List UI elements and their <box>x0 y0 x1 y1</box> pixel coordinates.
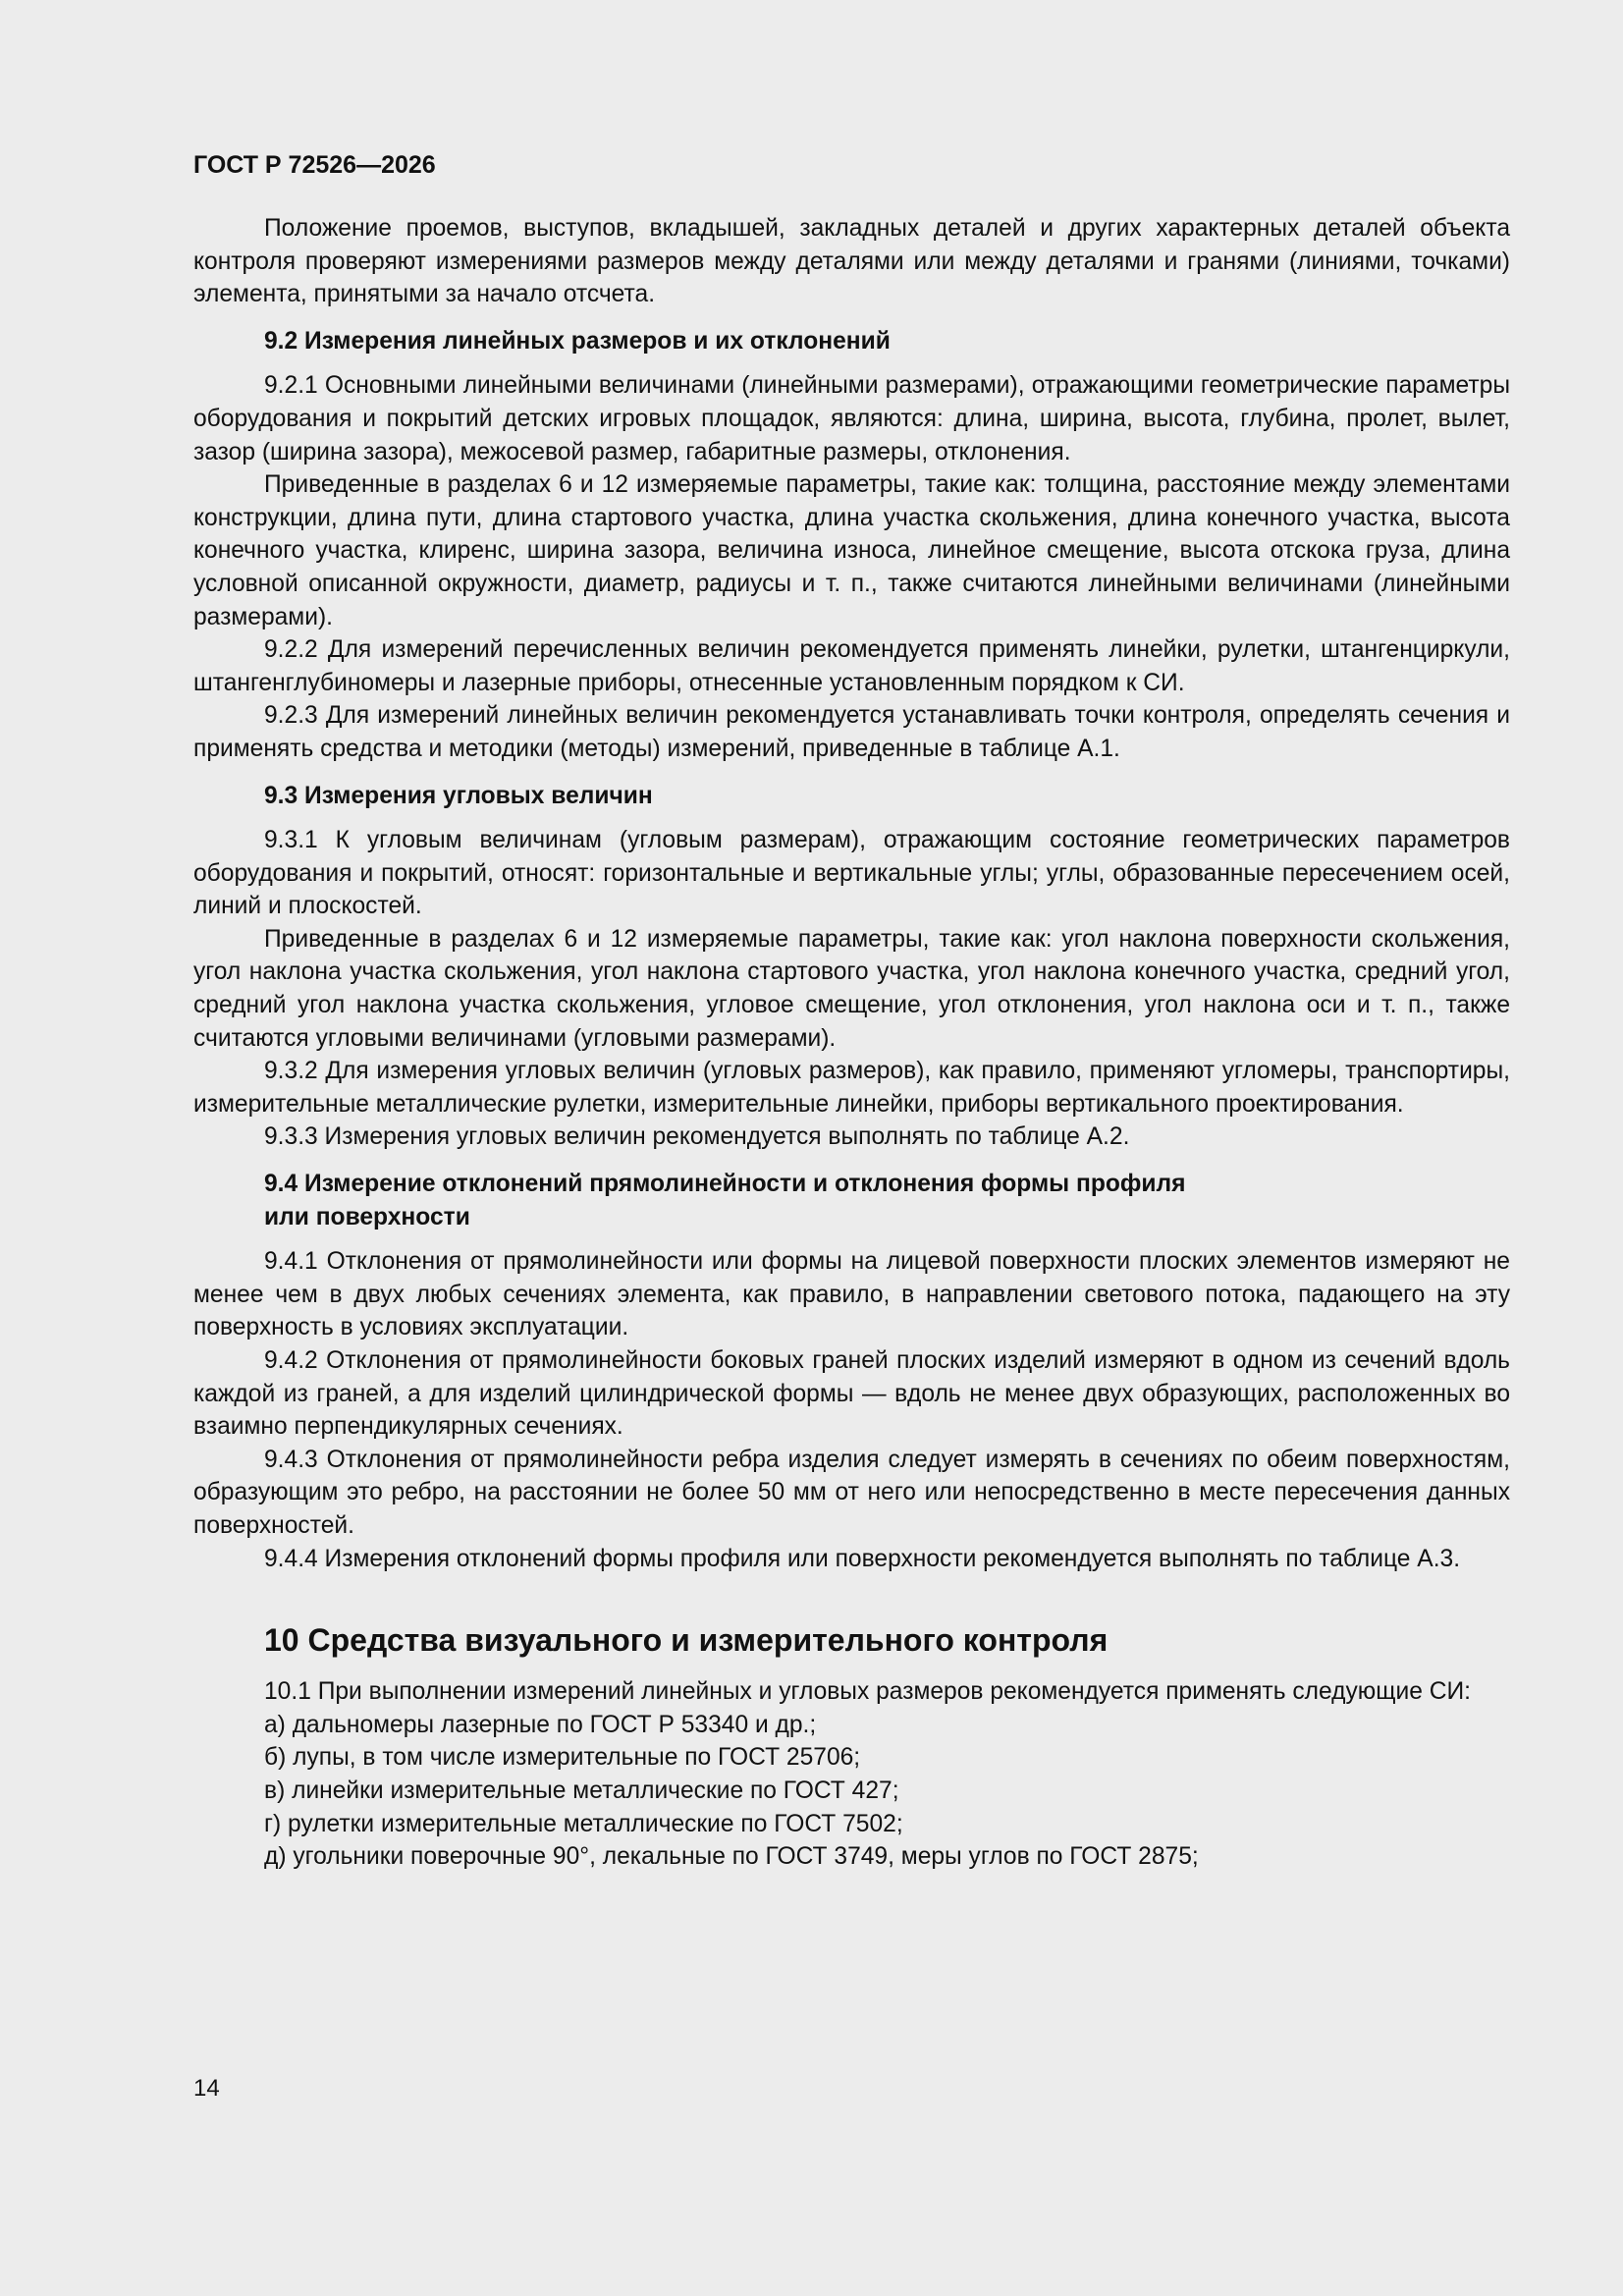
paragraph-9-4-4: 9.4.4 Измерения отклонений формы профиля или поверхности рекомендуется выполнять по таблице А.3. <box>264 1545 1461 1572</box>
paragraph: Приведенные в разделах 6 и 12 измеряемые параметры, такие как: угол наклона поверхности скольжения, угол наклона участка скольжения, угол наклона стартового участка, угол наклона конечного участка, средний угол, средний угол наклона участка скольжения, угловое смещение, угол отклонения, угол наклона оси и т. п., также считаются угловыми величинами (угловыми размерами). <box>193 925 1510 1052</box>
subsection-heading-line: или поверхности <box>264 1203 470 1230</box>
document-code: ГОСТ Р 72526—2026 <box>193 151 436 179</box>
list-item: д) угольники поверочные 90°, лекальные по ГОСТ 3749, меры углов по ГОСТ 2875; <box>264 1843 1199 1871</box>
list-item: в) линейки измерительные металлические по ГОСТ 427; <box>264 1777 899 1804</box>
subsection-heading-line: 9.4 Измерение отклонений прямолинейности и отклонения формы профиля <box>264 1171 1186 1198</box>
paragraph: Приведенные в разделах 6 и 12 измеряемые параметры, такие как: толщина, расстояние между элементами конструкции, длина пути, длина стартового участка, длина участка скольжения, длина конечного участка, высота конечного участка, клиренс, ширина зазора, величина износа, линейное смещение, высота отскока груза, длина условной описанной окружности, диаметр, радиусы и т. п., также считаются линейными величинами (линейными размерами). <box>193 471 1510 630</box>
paragraph-10-1: 10.1 При выполнении измерений линейных и угловых размеров рекомендуется применять следующие СИ: <box>264 1678 1471 1706</box>
list-item: б) лупы, в том числе измерительные по ГОСТ 25706; <box>264 1744 861 1772</box>
page-number: 14 <box>193 2075 220 2102</box>
paragraph-9-2-3: 9.2.3 Для измерений линейных величин рекомендуется устанавливать точки контроля, определять сечения и применять средства и методики (методы) измерений, приведенные в таблице А.1. <box>193 702 1510 762</box>
subsection-heading-9-4 <box>193 1168 1510 1233</box>
list-item: г) рулетки измерительные металлические по ГОСТ 7502; <box>264 1810 903 1837</box>
paragraph: Положение проемов, выступов, вкладышей, закладных деталей и других характерных деталей объекта контроля проверяют измерениями размеров между деталями или между деталями и гранями (линиями, точками) элемента, принятыми за начало отсчета. <box>193 215 1510 308</box>
subsection-heading-9-2: 9.2 Измерения линейных размеров и их отклонений <box>264 327 891 355</box>
paragraph-9-4-2: 9.4.2 Отклонения от прямолинейности боковых граней плоских изделий измеряют в одном из сечений вдоль каждой из граней, а для изделий цилиндрической формы — вдоль не менее двух образующих, расположенных во взаимно перпендикулярных сечениях. <box>193 1347 1510 1441</box>
list-item: а) дальномеры лазерные по ГОСТ Р 53340 и др.; <box>264 1711 817 1738</box>
section-heading-10: 10 Средства визуального и измерительного контроля <box>264 1622 1109 1659</box>
paragraph-9-3-3: 9.3.3 Измерения угловых величин рекомендуется выполнять по таблице А.2. <box>264 1123 1130 1151</box>
subsection-heading-9-3: 9.3 Измерения угловых величин <box>264 782 653 809</box>
paragraph-9-4-3: 9.4.3 Отклонения от прямолинейности ребра изделия следует измерять в сечениях по обеим поверхностям, образующим это ребро, на расстоянии не более 50 мм от него или непосредственно в месте пересечения данных поверхностей. <box>193 1446 1510 1539</box>
paragraph-9-2-2: 9.2.2 Для измерений перечисленных величин рекомендуется применять линейки, рулетки, штангенциркули, штангенглубиномеры и лазерные приборы, отнесенные установленным порядком к СИ. <box>193 636 1510 696</box>
paragraph-9-2-1: 9.2.1 Основными линейными величинами (линейными размерами), отражающими геометрические параметры оборудования и покрытий детских игровых площадок, являются: длина, ширина, высота, глубина, пролет, вылет, зазор (ширина зазора), межосевой размер, габаритные размеры, отклонения. <box>193 372 1510 465</box>
paragraph-9-4-1: 9.4.1 Отклонения от прямолинейности или формы на лицевой поверхности плоских элементов измеряют не менее чем в двух любых сечениях элемента, как правило, в направлении светового потока, падающего на эту поверхность в условиях эксплуатации. <box>193 1248 1510 1341</box>
paragraph-9-3-1: 9.3.1 К угловым величинам (угловым размерам), отражающим состояние геометрических параметров оборудования и покрытий, относят: горизонтальные и вертикальные углы; углы, образованные пересечением осей, линий и плоскостей. <box>193 827 1510 920</box>
paragraph-9-3-2: 9.3.2 Для измерения угловых величин (угловых размеров), как правило, применяют угломеры, транспортиры, измерительные металлические рулетки, измерительные линейки, приборы вертикального проектирования. <box>193 1058 1510 1118</box>
